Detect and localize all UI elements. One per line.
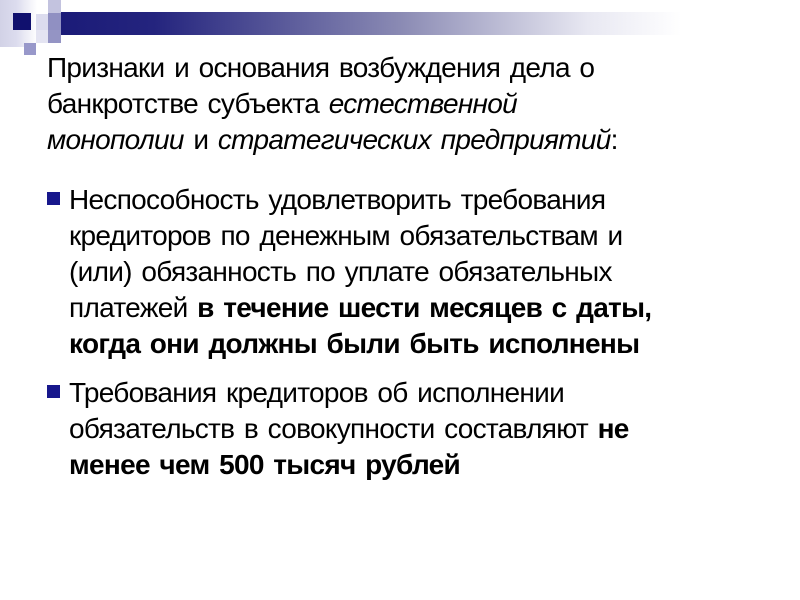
bullet-item [47, 375, 651, 483]
deco-gradient-bar [61, 12, 681, 35]
deco-square-icon [36, 30, 48, 43]
deco-square-icon [24, 43, 36, 55]
deco-square-icon [48, 13, 61, 30]
text-segment: кредиторов по денежным обязательствам и [69, 220, 623, 251]
bullet-line [69, 182, 651, 218]
bullet-square-icon [47, 192, 60, 205]
text-segment: обязательств в совокупности составляют [69, 413, 598, 444]
text-segment: банкротстве субъекта [47, 88, 329, 119]
text-segment: не [597, 413, 629, 444]
text-segment: : [610, 124, 618, 155]
text-segment: когда они должны были быть исполнены [69, 328, 640, 359]
deco-square-icon [36, 14, 48, 30]
title-line [47, 86, 618, 122]
text-segment: Неспособность удовлетворить требования [69, 184, 606, 215]
bullet-line [69, 447, 651, 483]
text-segment: платежей [69, 292, 198, 323]
text-segment: монополии [47, 124, 184, 155]
bullet-line [69, 254, 651, 290]
bullet-line [69, 290, 651, 326]
bullet-item [47, 182, 651, 362]
bullet-line [69, 375, 651, 411]
bullet-line [69, 326, 651, 362]
text-segment: Признаки и основания возбуждения дела о [47, 52, 595, 83]
text-segment: стратегических предприятий [217, 124, 611, 155]
bullet-line [69, 411, 651, 447]
text-segment: в течение шести месяцев с даты, [197, 292, 652, 323]
text-segment: (или) обязанность по уплате обязательных [69, 256, 612, 287]
deco-square-icon [13, 13, 31, 30]
bullet-list [47, 182, 651, 483]
title-line [47, 50, 618, 86]
deco-square-icon [48, 0, 61, 13]
text-segment: менее чем 500 тысяч рублей [69, 449, 461, 480]
deco-square-icon [48, 30, 61, 43]
text-segment: и [183, 124, 218, 155]
title-line [47, 122, 618, 158]
bullet-line [69, 218, 651, 254]
text-segment: естественной [328, 88, 517, 119]
slide-title [47, 50, 618, 158]
text-segment: Требования кредиторов об исполнении [69, 377, 565, 408]
bullet-square-icon [47, 385, 60, 398]
